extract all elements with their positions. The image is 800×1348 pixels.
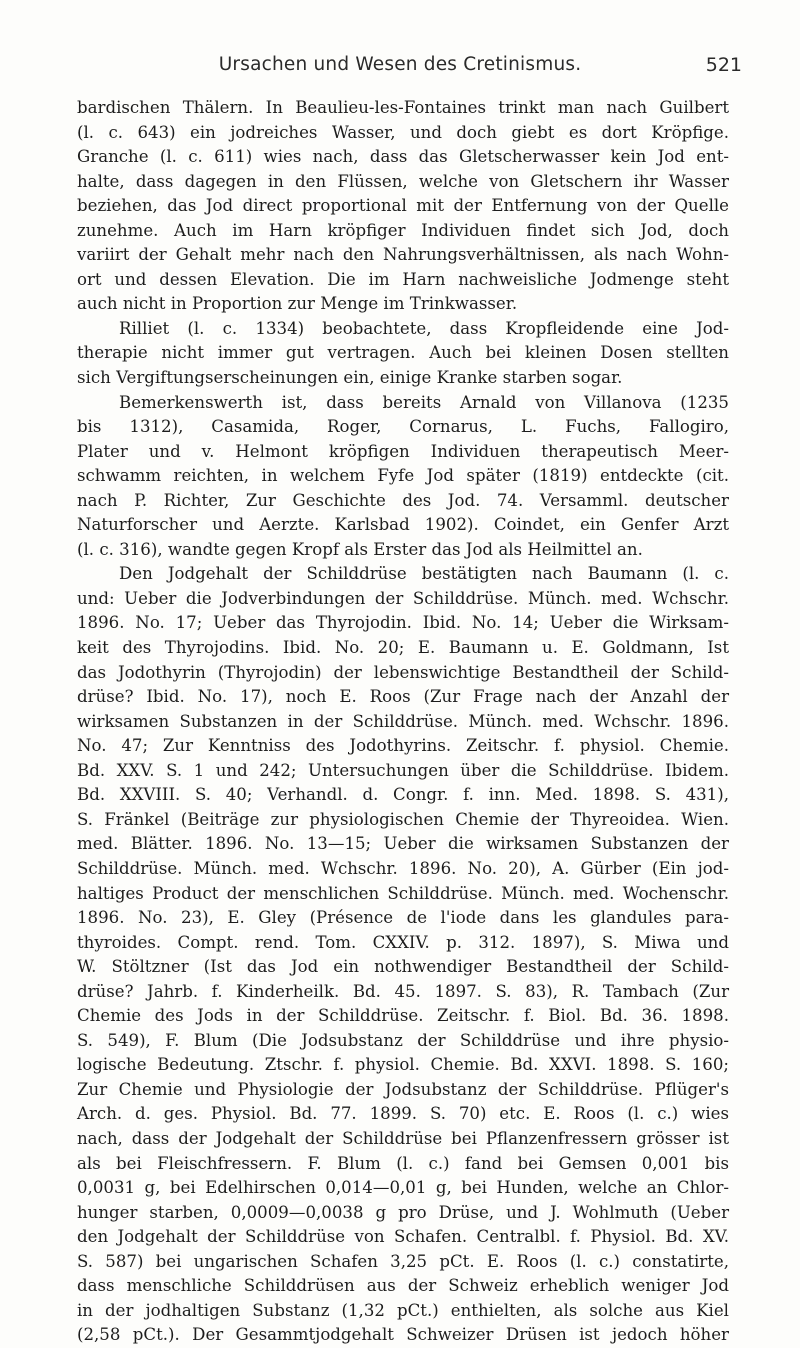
text-line: wirksamen Substanzen in der Schilddrüse. Münch. med. Wchschr. 1896. [77,711,729,731]
text-line: Schilddrüse. Münch. med. Wchschr. 1896. No. 20), A. Gürber (Ein jod- [77,858,729,878]
text-line: Granche (l. c. 611) wies nach, dass das Gletscherwasser kein Jod ent- [77,147,729,167]
text-line: als bei Fleischfressern. F. Blum (l. c.) fand bei Gemsen 0,001 bis [77,1153,729,1173]
page-header [0,54,800,84]
text-line: den Jodgehalt der Schilddrüse von Schafen. Centralbl. f. Physiol. Bd. XV. [77,1227,729,1247]
text-line: 1896. No. 23), E. Gley (Présence de l'iode dans les glandules para- [77,908,729,928]
text-line: Plater und v. Helmont kröpfigen Individuen therapeutisch Meer- [77,441,729,461]
body-text [77,96,729,1348]
text-line: nach P. Richter, Zur Geschichte des Jod. 74. Versamml. deutscher [77,490,729,510]
text-line: Bemerkenswerth ist, dass bereits Arnald von Villanova (1235 [119,392,729,412]
text-line: und: Ueber die Jodverbindungen der Schilddrüse. Münch. med. Wchschr. [77,588,729,608]
running-title: Ursachen und Wesen des Cretinismus. [218,54,582,75]
text-line: Zur Chemie und Physiologie der Jodsubstanz der Schilddrüse. Pflüger's [77,1079,729,1099]
text-line: drüse? Ibid. No. 17), noch E. Roos (Zur Frage nach der Anzahl der [77,687,729,707]
text-line: in der jodhaltigen Substanz (1,32 pCt.) enthielten, als solche aus Kiel [77,1300,729,1320]
text-line: zunehme. Auch im Harn kröpfiger Individuen findet sich Jod, doch [77,220,729,240]
text-line: Bd. XXVIII. S. 40; Verhandl. d. Congr. f. inn. Med. 1898. S. 431), [77,785,729,805]
text-line: keit des Thyrojodins. Ibid. No. 20; E. Baumann u. E. Goldmann, Ist [77,638,729,658]
text-line: S. 549), F. Blum (Die Jodsubstanz der Schilddrüse und ihre physio- [77,1030,729,1050]
text-line: Den Jodgehalt der Schilddrüse bestätigten nach Baumann (l. c. [119,564,729,584]
text-line: haltiges Product der menschlichen Schilddrüse. Münch. med. Wochenschr. [77,883,729,903]
text-line: therapie nicht immer gut vertragen. Auch bei kleinen Dosen stellten [77,343,729,363]
text-line: (l. c. 643) ein jodreiches Wasser, und doch giebt es dort Kröpfige. [77,122,729,142]
text-line: das Jodothyrin (Thyrojodin) der lebenswichtige Bestandtheil der Schild- [77,662,729,682]
text-line: 1896. No. 17; Ueber das Thyrojodin. Ibid. No. 14; Ueber die Wirksam- [77,613,729,633]
text-line: med. Blätter. 1896. No. 13—15; Ueber die wirksamen Substanzen der [77,834,729,854]
text-line: logische Bedeutung. Ztschr. f. physiol. Chemie. Bd. XXVI. 1898. S. 160; [77,1055,729,1075]
text-line: drüse? Jahrb. f. Kinderheilk. Bd. 45. 1897. S. 83), R. Tambach (Zur [77,981,729,1001]
text-line: S. 587) bei ungarischen Schafen 3,25 pCt. E. Roos (l. c.) constatirte, [77,1251,729,1271]
text-line: sich Vergiftungserscheinungen ein, einige Kranke starben sogar. [77,368,623,388]
text-line: Bd. XXV. S. 1 und 242; Untersuchungen über die Schilddrüse. Ibidem. [77,760,729,780]
text-line: Chemie des Jods in der Schilddrüse. Zeitschr. f. Biol. Bd. 36. 1898. [77,1006,729,1026]
text-line: nach, dass der Jodgehalt der Schilddrüse bei Pflanzenfressern grösser ist [77,1128,729,1148]
text-line: schwamm reichten, in welchem Fyfe Jod später (1819) entdeckte (cit. [77,466,729,486]
text-line: thyroides. Compt. rend. Tom. CXXIV. p. 312. 1897), S. Miwa und [77,932,729,952]
text-line: bis 1312), Casamida, Roger, Cornarus, L. Fuchs, Fallogiro, [77,417,729,437]
text-line: (2,58 pCt.). Der Gesammtjodgehalt Schweizer Drüsen ist jedoch höher [77,1325,729,1345]
text-line: auch nicht in Proportion zur Menge im Trinkwasser. [77,294,518,314]
text-line: dass menschliche Schilddrüsen aus der Schweiz erheblich weniger Jod [77,1276,729,1296]
text-line: (l. c. 316), wandte gegen Kropf als Erster das Jod als Heilmittel an. [77,539,643,559]
text-line: variirt der Gehalt mehr nach den Nahrungsverhältnissen, als nach Wohn- [77,245,729,265]
text-line: 0,0031 g, bei Edelhirschen 0,014—0,01 g, bei Hunden, welche an Chlor- [77,1178,729,1198]
text-line: beziehen, das Jod direct proportional mit der Entfernung von der Quelle [77,196,729,216]
text-line: ort und dessen Elevation. Die im Harn nachweisliche Jodmenge steht [77,269,729,289]
text-line: S. Fränkel (Beiträge zur physiologischen Chemie der Thyreoidea. Wien. [77,809,729,829]
text-line: hunger starben, 0,0009—0,0038 g pro Drüse, und J. Wohlmuth (Ueber [77,1202,729,1222]
text-line: bardischen Thälern. In Beaulieu-les-Fontaines trinkt man nach Guilbert [77,98,729,117]
text-line: Arch. d. ges. Physiol. Bd. 77. 1899. S. 70) etc. E. Roos (l. c.) wies [77,1104,729,1124]
text-line: halte, dass dagegen in den Flüssen, welche von Gletschern ihr Wasser [77,171,729,191]
text-line: No. 47; Zur Kenntniss des Jodothyrins. Zeitschr. f. physiol. Chemie. [77,736,729,756]
text-line: Rilliet (l. c. 1334) beobachtete, dass Kropfleidende eine Jod- [119,318,729,338]
text-line: W. Stöltzner (Ist das Jod ein nothwendiger Bestandtheil der Schild- [77,957,729,977]
text-line: Naturforscher und Aerzte. Karlsbad 1902). Coindet, ein Genfer Arzt [77,515,729,535]
page-number: 521 [705,54,742,76]
